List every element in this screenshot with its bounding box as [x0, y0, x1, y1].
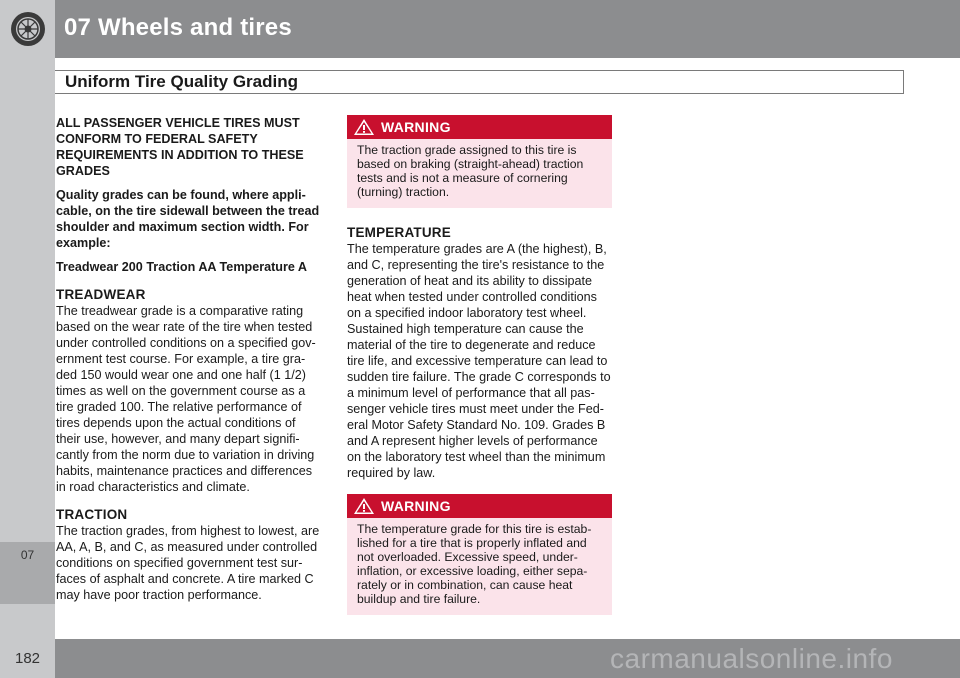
chapter-marker	[0, 542, 55, 604]
page-tab	[0, 639, 55, 678]
section-header	[55, 70, 904, 94]
treadwear-heading: TREADWEAR	[56, 287, 146, 302]
temperature-text: The temperature grades are A (the highest), B, and C, representing the tire's resistance to the generation of heat and its ability to dissipate heat when tested under controlled conditions on a specified indoor laboratory test wheel. Sustained high temperature can cause the material of the tire to degenerate and reduce tire life, and excessive temperature can lead to sudden tire failure. The grade C corresponds to a minimum level of performance that all pas-senger vehicle tires must meet under the Fed-eral Motor Safety Standard No. 109. Grades B and A represent higher levels of performance on the laboratory test wheel than the minimum required by law.	[347, 242, 611, 480]
warning-triangle-icon	[353, 497, 375, 515]
warning-header	[347, 115, 612, 139]
footer-bar	[0, 639, 960, 678]
traction-heading: TRACTION	[56, 507, 128, 522]
chapter-tab	[0, 0, 55, 58]
left-strip	[0, 58, 55, 639]
warning-text: The temperature grade for this tire is estab-lished for a tire that is properly inflated and not overloaded. Excessive speed, under-inflation, or excessive loading, either sepa-rately or in combination, can cause heat buildup and tire failure.	[357, 522, 592, 606]
page-number: 182	[14, 650, 41, 667]
wheel-icon	[9, 10, 47, 48]
chapter-title: 07 Wheels and tires	[64, 14, 292, 41]
top-bar	[0, 0, 960, 58]
left-column	[56, 115, 321, 603]
right-column	[347, 115, 612, 615]
treadwear-text: The treadwear grade is a comparative rating based on the wear rate of the tire when tested under controlled conditions on a specified gov-ernment test course. For example, a tire gra-ded 150 would wear one and one half (1 1/2) times as well on the government course as a tire graded 100. The relative performance of tires depends upon the actual conditions of their use, however, and many depart signifi-cantly from the norm due to variation in driving habits, maintenance practices and differences in road characteristics and climate.	[56, 304, 316, 494]
chapter-marker-label: 07	[20, 548, 35, 562]
warning-text: The traction grade assigned to this tire is based on braking (straight-ahead) traction tests and is not a measure of cornering (turning) traction.	[357, 143, 584, 199]
warning-box-temperature	[347, 494, 612, 615]
grade-example: Treadwear 200 Traction AA Temperature A	[56, 260, 308, 274]
traction-text: The traction grades, from highest to lowest, are AA, A, B, and C, as measured under controlled conditions on specified government test sur-faces of asphalt and concrete. A tire marked C may have poor traction performance.	[56, 524, 320, 602]
intro-heading: ALL PASSENGER VEHICLE TIRES MUST CONFORM TO FEDERAL SAFETY REQUIREMENTS IN ADDITION TO THESE GRADES	[56, 116, 304, 178]
warning-box-traction	[347, 115, 612, 208]
warning-header	[347, 494, 612, 518]
watermark: carmanualsonline.info	[610, 643, 893, 674]
warning-title: WARNING	[381, 498, 451, 514]
temperature-heading: TEMPERATURE	[347, 225, 451, 240]
intro-text: Quality grades can be found, where appli-cable, on the tire sidewall between the tread shoulder and maximum section width. For example:	[56, 188, 320, 250]
warning-title: WARNING	[381, 119, 451, 135]
section-title: Uniform Tire Quality Grading	[65, 72, 298, 91]
warning-triangle-icon	[353, 118, 375, 136]
